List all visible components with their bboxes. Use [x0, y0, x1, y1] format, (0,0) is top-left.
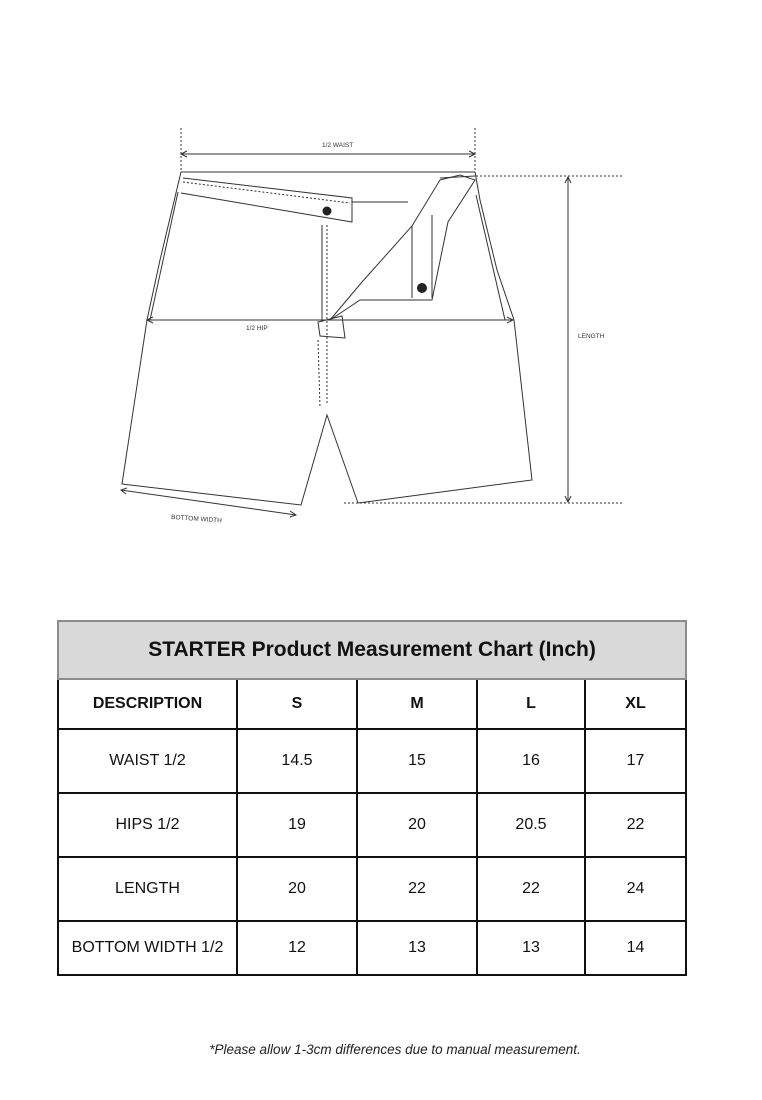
table-cell: 12	[237, 921, 357, 975]
table-cell: 13	[477, 921, 585, 975]
header-size-l: L	[477, 679, 585, 729]
table-cell: 14	[585, 921, 686, 975]
table-header-row	[58, 679, 686, 729]
waist-label: 1/2 WAIST	[322, 142, 354, 149]
table-cell: 13	[357, 921, 477, 975]
table-cell: 20	[237, 857, 357, 921]
table-cell: 22	[357, 857, 477, 921]
table-cell: 15	[357, 729, 477, 793]
table-cell: 16	[477, 729, 585, 793]
table-cell: 22	[477, 857, 585, 921]
flap-button-icon	[417, 283, 427, 293]
table-cell: 22	[585, 793, 686, 857]
table-cell: 19	[237, 793, 357, 857]
row-label: BOTTOM WIDTH 1/2	[58, 921, 237, 975]
row-label: HIPS 1/2	[58, 793, 237, 857]
header-size-s: S	[237, 679, 357, 729]
header-size-xl: XL	[585, 679, 686, 729]
hip-label: 1/2 HIP	[246, 325, 268, 332]
table-cell: 17	[585, 729, 686, 793]
table-row	[58, 857, 686, 921]
table-cell: 20.5	[477, 793, 585, 857]
bottom-width-label: BOTTOM WIDTH	[170, 514, 223, 525]
table-cell: 14.5	[237, 729, 357, 793]
row-label: LENGTH	[58, 857, 237, 921]
table-title-row	[58, 621, 686, 679]
measurement-table	[57, 620, 687, 976]
row-label: WAIST 1/2	[58, 729, 237, 793]
waistband-button-icon	[323, 207, 332, 216]
header-description: DESCRIPTION	[58, 679, 237, 729]
table-row	[58, 729, 686, 793]
length-label: LENGTH	[578, 333, 605, 340]
table-cell: 20	[357, 793, 477, 857]
table-row	[58, 921, 686, 975]
table-row	[58, 793, 686, 857]
measurement-disclaimer: *Please allow 1-3cm differences due to manual measurement.	[209, 1042, 581, 1057]
table-title: STARTER Product Measurement Chart (Inch)	[58, 621, 686, 679]
table-cell: 24	[585, 857, 686, 921]
header-size-m: M	[357, 679, 477, 729]
